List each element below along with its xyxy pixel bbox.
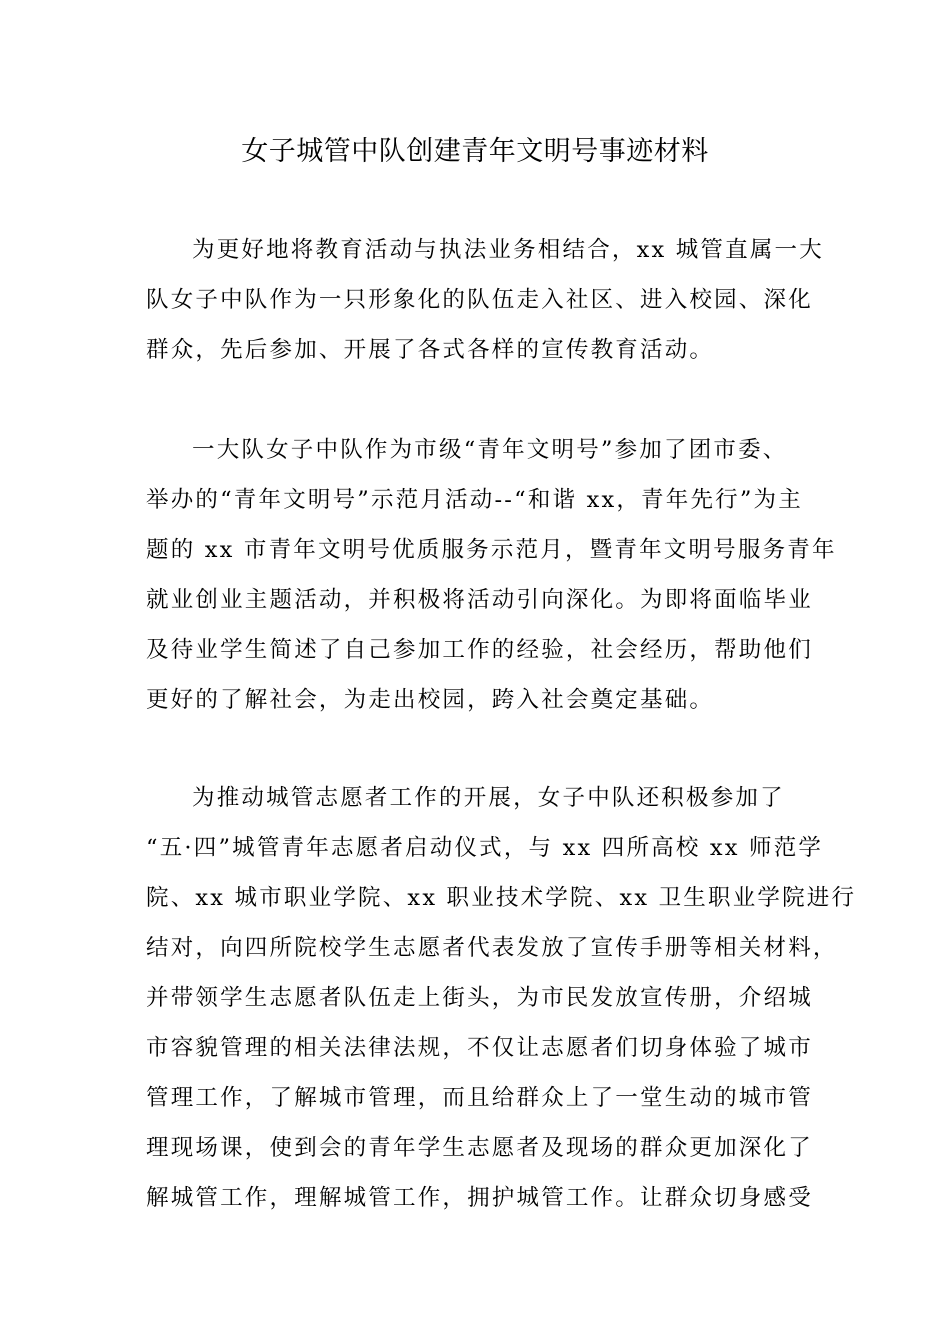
paragraph-line: 市容貌管理的相关法律法规，不仅让志愿者们切身体验了城市 [146, 1035, 813, 1061]
paragraph-line: 队女子中队作为一只形象化的队伍走入社区、进入校园、深化 [146, 287, 813, 313]
paragraph-3 [146, 773, 857, 1223]
paragraph-line: “五·四”城管青年志愿者启动仪式，与 xx 四所高校 xx 师范学 [146, 835, 824, 861]
paragraph-line: 更好的了解社会，为走出校园，跨入社会奠定基础。 [146, 687, 715, 713]
paragraph-line: 管理工作，了解城市管理，而且给群众上了一堂生动的城市管 [146, 1085, 813, 1111]
paragraph-line: 举办的“青年文明号”示范月活动--“和谐 xx，青年先行”为主 [146, 487, 803, 513]
paragraph-line: 理现场课，使到会的青年学生志愿者及现场的群众更加深化了 [146, 1135, 813, 1161]
paragraph-1 [146, 225, 824, 375]
paragraph-line: 就业创业主题活动，并积极将活动引向深化。为即将面临毕业 [146, 587, 813, 613]
paragraph-line: 及待业学生简述了自己参加工作的经验，社会经历，帮助他们 [146, 637, 813, 663]
paragraph-line: 一大队女子中队作为市级“青年文明号”参加了团市委、 [192, 437, 788, 463]
paragraph-line: 院、xx 城市职业学院、xx 职业技术学院、xx 卫生职业学院进行 [146, 885, 857, 911]
paragraph-line: 并带领学生志愿者队伍走上街头，为市民发放宣传册，介绍城 [146, 985, 813, 1011]
paragraph-line: 群众，先后参加、开展了各式各样的宣传教育活动。 [146, 337, 715, 363]
paragraph-2 [146, 425, 837, 725]
paragraph-line: 为更好地将教育活动与执法业务相结合，xx 城管直属一大 [192, 237, 824, 263]
paragraph-line: 结对，向四所院校学生志愿者代表发放了宣传手册等相关材料， [146, 935, 838, 961]
paragraph-line: 为推动城管志愿者工作的开展，女子中队还积极参加了 [192, 785, 785, 811]
paragraph-line: 题的 xx 市青年文明号优质服务示范月，暨青年文明号服务青年 [146, 537, 837, 563]
paragraph-line: 解城管工作，理解城管工作，拥护城管工作。让群众切身感受 [146, 1185, 813, 1211]
document-title: 女子城管中队创建青年文明号事迹材料 [241, 136, 709, 167]
